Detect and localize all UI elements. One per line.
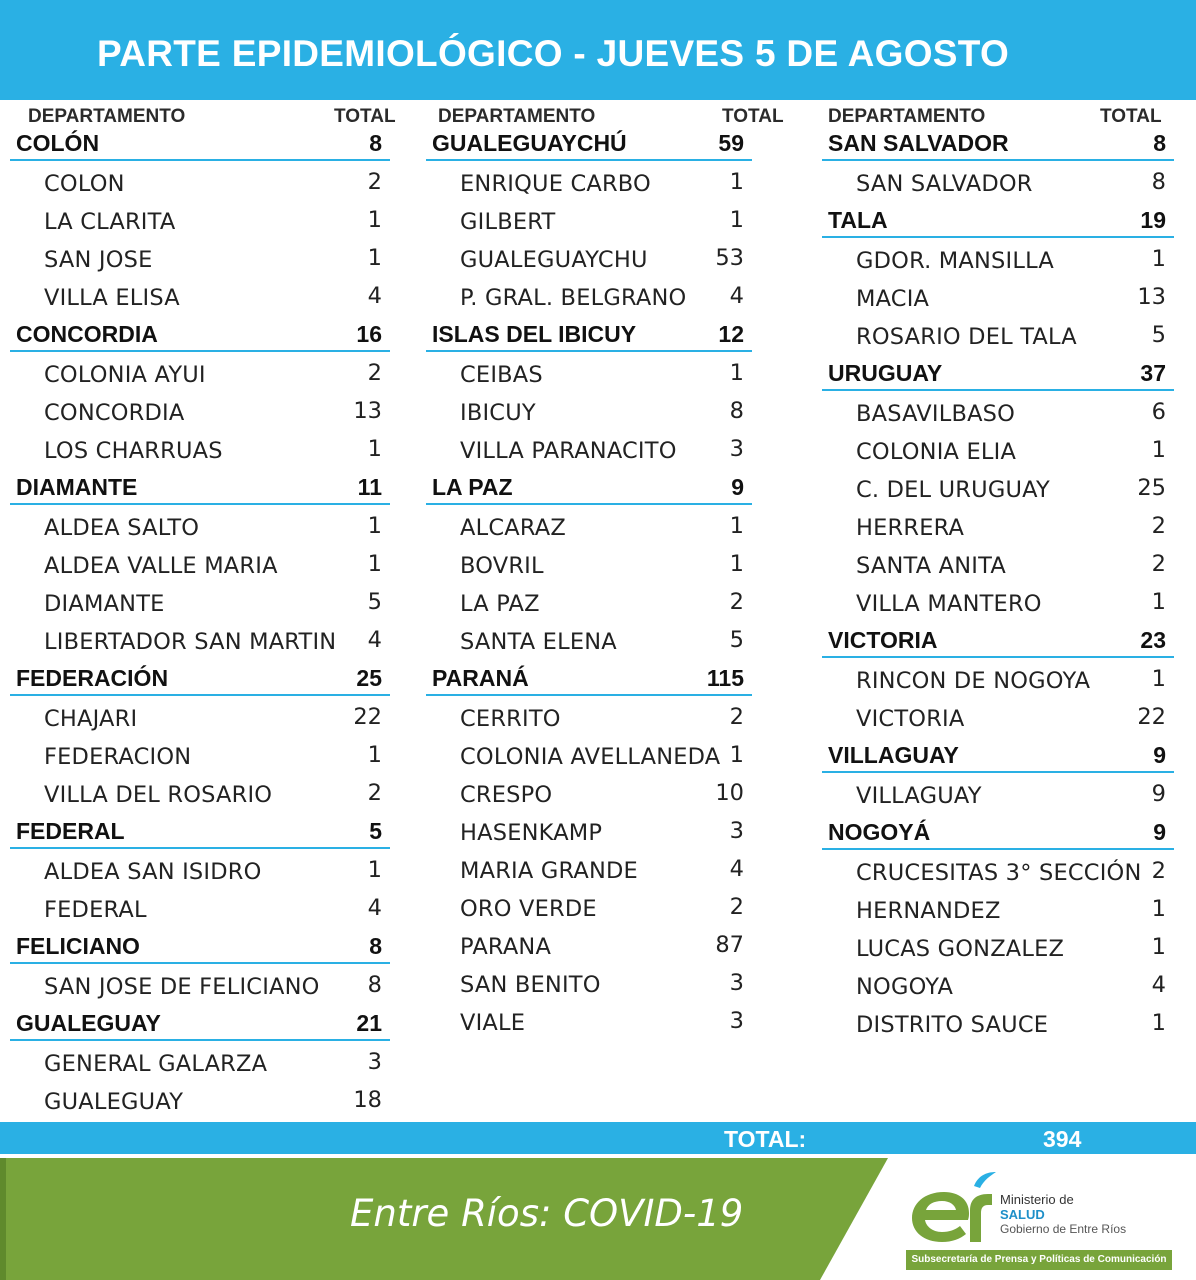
locality-row (426, 436, 752, 474)
locality-name: ROSARIO DEL TALA (856, 324, 1077, 350)
department-name: SAN SALVADOR (828, 130, 1009, 156)
locality-row (10, 245, 390, 283)
department-total: 9 (1153, 742, 1166, 768)
department-row (426, 321, 752, 352)
locality-row (822, 246, 1174, 284)
department-total: 19 (1140, 207, 1166, 233)
locality-name: CERRITO (460, 706, 561, 732)
locality-row (822, 322, 1174, 360)
locality-count: 8 (367, 972, 382, 998)
locality-row (426, 780, 752, 818)
locality-name: LUCAS GONZALEZ (856, 936, 1065, 962)
department-row (822, 627, 1174, 658)
locality-name: P. GRAL. BELGRANO (460, 285, 687, 311)
locality-name: LA CLARITA (44, 209, 176, 235)
locality-name: GUALEGUAYCHU (460, 247, 648, 273)
locality-row (426, 856, 752, 894)
locality-name: SAN SALVADOR (856, 171, 1033, 197)
locality-row (10, 1087, 390, 1125)
locality-count: 5 (367, 589, 382, 615)
department-total: 9 (731, 474, 744, 500)
department-row (822, 207, 1174, 238)
locality-name: SANTA ANITA (856, 553, 1006, 579)
locality-count: 10 (715, 780, 744, 806)
department-total: 8 (369, 933, 382, 959)
department-row (426, 665, 752, 696)
total-label: TOTAL: (724, 1126, 807, 1152)
locality-count: 1 (367, 245, 382, 271)
department-name: DIAMANTE (16, 474, 138, 500)
locality-name: SAN JOSE (44, 247, 153, 273)
page-title: PARTE EPIDEMIOLÓGICO - JUEVES 5 DE AGOSTO (97, 33, 1010, 74)
column-1 (10, 104, 396, 1125)
locality-row (10, 436, 390, 474)
locality-name: BOVRIL (460, 553, 544, 579)
locality-name: LOS CHARRUAS (44, 438, 223, 464)
total-bar (0, 1122, 1196, 1154)
department-total: 8 (1153, 130, 1166, 156)
locality-row (426, 932, 752, 970)
locality-name: HASENKAMP (460, 820, 603, 846)
er-logo-icon (904, 1168, 1000, 1248)
locality-count: 1 (729, 207, 744, 233)
locality-name: ORO VERDE (460, 896, 597, 922)
locality-count: 1 (729, 513, 744, 539)
footer-title: Entre Ríos: COVID-19 (350, 1192, 744, 1235)
locality-name: RINCON DE NOGOYA (856, 668, 1091, 694)
locality-row (10, 704, 390, 742)
locality-count: 5 (729, 627, 744, 653)
locality-name: LIBERTADOR SAN MARTIN (44, 629, 337, 655)
locality-count: 3 (729, 818, 744, 844)
locality-row (10, 857, 390, 895)
locality-name: VILLA ELISA (44, 285, 180, 311)
header-total: TOTAL (1100, 106, 1162, 127)
locality-row (10, 895, 390, 933)
department-row (10, 933, 390, 964)
locality-row (822, 934, 1174, 972)
locality-count: 4 (367, 283, 382, 309)
locality-name: LA PAZ (460, 591, 540, 617)
locality-row (426, 513, 752, 551)
department-name: URUGUAY (828, 360, 943, 386)
locality-count: 4 (729, 856, 744, 882)
locality-count: 1 (729, 742, 744, 768)
locality-count: 2 (1151, 513, 1166, 539)
logo-line-3: Gobierno de Entre Ríos (1000, 1222, 1127, 1236)
department-name: FELICIANO (16, 933, 140, 959)
locality-name: HERRERA (856, 515, 965, 541)
footer (0, 1158, 1196, 1280)
department-name: CONCORDIA (16, 321, 158, 347)
locality-count: 2 (367, 780, 382, 806)
locality-row (822, 551, 1174, 589)
locality-name: ALDEA SAN ISIDRO (44, 859, 262, 885)
locality-row (822, 896, 1174, 934)
locality-count: 2 (1151, 551, 1166, 577)
locality-name: NOGOYA (856, 974, 954, 1000)
locality-count: 1 (367, 513, 382, 539)
department-total: 11 (357, 474, 382, 500)
locality-row (10, 169, 390, 207)
locality-count: 1 (367, 857, 382, 883)
locality-name: VILLA PARANACITO (460, 438, 677, 464)
locality-count: 6 (1151, 399, 1166, 425)
locality-row (822, 589, 1174, 627)
locality-name: COLON (44, 171, 125, 197)
department-name: LA PAZ (432, 474, 513, 500)
department-row (10, 130, 390, 161)
department-row (426, 474, 752, 505)
locality-row (426, 818, 752, 856)
locality-row (426, 894, 752, 932)
locality-row (10, 283, 390, 321)
department-row (822, 360, 1174, 391)
locality-name: GENERAL GALARZA (44, 1051, 268, 1077)
header-departamento: DEPARTAMENTO (828, 106, 986, 127)
locality-count: 2 (367, 169, 382, 195)
department-name: FEDERAL (16, 818, 125, 844)
locality-name: CRUCESITAS 3° SECCIÓN (856, 860, 1142, 886)
locality-name: C. DEL URUGUAY (856, 477, 1050, 503)
department-name: VICTORIA (828, 627, 938, 653)
locality-row (426, 245, 752, 283)
locality-name: COLONIA AVELLANEDA (460, 744, 721, 770)
locality-name: ENRIQUE CARBO (460, 171, 651, 197)
department-total: 25 (356, 665, 382, 691)
locality-row (10, 207, 390, 245)
locality-name: CONCORDIA (44, 400, 185, 426)
department-row (822, 819, 1174, 850)
locality-count: 3 (367, 1049, 382, 1075)
locality-count: 4 (367, 627, 382, 653)
department-total: 16 (356, 321, 382, 347)
locality-count: 1 (729, 551, 744, 577)
locality-row (822, 704, 1174, 742)
locality-count: 1 (1151, 934, 1166, 960)
locality-row (822, 169, 1174, 207)
locality-row (10, 513, 390, 551)
locality-count: 8 (1151, 169, 1166, 195)
locality-count: 9 (1151, 781, 1166, 807)
locality-row (10, 398, 390, 436)
locality-count: 3 (729, 1008, 744, 1034)
locality-name: VILLA MANTERO (856, 591, 1042, 617)
locality-name: GILBERT (460, 209, 556, 235)
locality-name: SAN JOSE DE FELICIANO (44, 974, 320, 1000)
locality-row (822, 284, 1174, 322)
locality-row (10, 742, 390, 780)
locality-count: 2 (729, 894, 744, 920)
header-banner (0, 0, 1196, 100)
locality-name: CHAJARI (44, 706, 138, 732)
locality-count: 2 (367, 360, 382, 386)
locality-count: 2 (1151, 858, 1166, 884)
department-total: 9 (1153, 819, 1166, 845)
locality-row (10, 551, 390, 589)
locality-name: SAN BENITO (460, 972, 601, 998)
locality-row (426, 398, 752, 436)
column-header (822, 104, 1174, 130)
department-row (10, 1010, 390, 1041)
locality-row (426, 742, 752, 780)
locality-row (426, 704, 752, 742)
locality-row (426, 1008, 752, 1046)
locality-row (426, 360, 752, 398)
locality-name: ALDEA VALLE MARIA (44, 553, 278, 579)
locality-name: HERNANDEZ (856, 898, 1001, 924)
department-name: NOGOYÁ (828, 819, 931, 845)
locality-count: 1 (729, 360, 744, 386)
locality-row (10, 1049, 390, 1087)
department-total: 5 (369, 818, 382, 844)
header-total: TOTAL (334, 106, 396, 127)
department-name: VILLAGUAY (828, 742, 959, 768)
locality-row (426, 169, 752, 207)
locality-count: 1 (1151, 437, 1166, 463)
locality-row (822, 475, 1174, 513)
department-total: 59 (718, 130, 744, 156)
locality-name: FEDERACION (44, 744, 192, 770)
department-row (10, 321, 390, 352)
locality-count: 2 (729, 589, 744, 615)
department-name: TALA (828, 207, 888, 233)
locality-count: 87 (715, 932, 744, 958)
locality-count: 22 (353, 704, 382, 730)
locality-row (10, 589, 390, 627)
locality-name: ALCARAZ (460, 515, 566, 541)
department-row (822, 742, 1174, 773)
locality-count: 3 (729, 436, 744, 462)
locality-name: MARIA GRANDE (460, 858, 638, 884)
locality-row (822, 1010, 1174, 1048)
locality-name: FEDERAL (44, 897, 147, 923)
department-total: 8 (369, 130, 382, 156)
locality-row (426, 627, 752, 665)
locality-count: 1 (1151, 589, 1166, 615)
locality-name: ALDEA SALTO (44, 515, 200, 541)
header-total: TOTAL (722, 106, 784, 127)
locality-row (822, 972, 1174, 1010)
locality-row (822, 858, 1174, 896)
locality-name: VIALE (460, 1010, 526, 1036)
total-value: 394 (1043, 1126, 1082, 1152)
department-total: 21 (356, 1010, 382, 1036)
header-departamento: DEPARTAMENTO (438, 106, 596, 127)
locality-count: 1 (367, 436, 382, 462)
locality-name: VILLA DEL ROSARIO (44, 782, 273, 808)
locality-count: 13 (1137, 284, 1166, 310)
locality-count: 1 (729, 169, 744, 195)
ministry-logo (900, 1168, 1180, 1272)
department-row (10, 474, 390, 505)
locality-count: 25 (1137, 475, 1166, 501)
locality-row (10, 972, 390, 1010)
locality-count: 1 (1151, 1010, 1166, 1036)
locality-row (10, 360, 390, 398)
locality-count: 2 (729, 704, 744, 730)
department-name: ISLAS DEL IBICUY (432, 321, 637, 347)
locality-row (822, 666, 1174, 704)
department-row (426, 130, 752, 161)
locality-name: COLONIA ELIA (856, 439, 1017, 465)
locality-name: CEIBAS (460, 362, 543, 388)
locality-row (426, 589, 752, 627)
locality-count: 4 (1151, 972, 1166, 998)
department-total: 23 (1140, 627, 1166, 653)
locality-row (822, 781, 1174, 819)
department-row (822, 130, 1174, 161)
locality-name: MACIA (856, 286, 930, 312)
locality-name: GUALEGUAY (44, 1089, 184, 1115)
department-total: 115 (706, 665, 744, 691)
department-name: FEDERACIÓN (16, 665, 169, 691)
locality-row (822, 437, 1174, 475)
locality-row (822, 399, 1174, 437)
locality-count: 1 (367, 551, 382, 577)
department-total: 12 (718, 321, 744, 347)
header-departamento: DEPARTAMENTO (28, 106, 186, 127)
locality-count: 4 (729, 283, 744, 309)
locality-row (426, 283, 752, 321)
department-name: GUALEGUAY (16, 1010, 161, 1036)
locality-name: SANTA ELENA (460, 629, 617, 655)
locality-count: 1 (367, 207, 382, 233)
department-row (10, 665, 390, 696)
locality-name: PARANA (460, 934, 552, 960)
locality-name: VICTORIA (856, 706, 965, 732)
locality-count: 13 (353, 398, 382, 424)
department-name: PARANÁ (432, 665, 529, 691)
locality-row (10, 780, 390, 818)
locality-row (426, 207, 752, 245)
locality-row (426, 551, 752, 589)
locality-name: VILLAGUAY (856, 783, 982, 809)
locality-count: 8 (729, 398, 744, 424)
department-name: COLÓN (16, 130, 100, 156)
logo-line-2: SALUD (1000, 1207, 1045, 1222)
department-name: GUALEGUAYCHÚ (432, 130, 627, 156)
locality-name: BASAVILBASO (856, 401, 1016, 427)
locality-count: 3 (729, 970, 744, 996)
locality-count: 53 (715, 245, 744, 271)
locality-row (10, 627, 390, 665)
locality-row (426, 970, 752, 1008)
locality-count: 1 (367, 742, 382, 768)
locality-name: DIAMANTE (44, 591, 165, 617)
locality-count: 5 (1151, 322, 1166, 348)
locality-count: 1 (1151, 896, 1166, 922)
column-header (426, 104, 784, 130)
locality-count: 18 (353, 1087, 382, 1113)
locality-name: IBICUY (460, 400, 536, 426)
department-total: 37 (1140, 360, 1166, 386)
column-3 (822, 104, 1174, 1048)
locality-count: 4 (367, 895, 382, 921)
column-2 (426, 104, 784, 1046)
locality-name: DISTRITO SAUCE (856, 1012, 1049, 1038)
locality-name: COLONIA AYUI (44, 362, 206, 388)
logo-line-1: Ministerio de (1000, 1192, 1074, 1207)
column-header (10, 104, 396, 130)
locality-name: GDOR. MANSILLA (856, 248, 1054, 274)
locality-count: 1 (1151, 666, 1166, 692)
locality-count: 1 (1151, 246, 1166, 272)
locality-count: 22 (1137, 704, 1166, 730)
department-row (10, 818, 390, 849)
locality-row (822, 513, 1174, 551)
locality-name: CRESPO (460, 782, 553, 808)
logo-strip: Subsecretaría de Prensa y Políticas de Comunicación (906, 1250, 1172, 1270)
